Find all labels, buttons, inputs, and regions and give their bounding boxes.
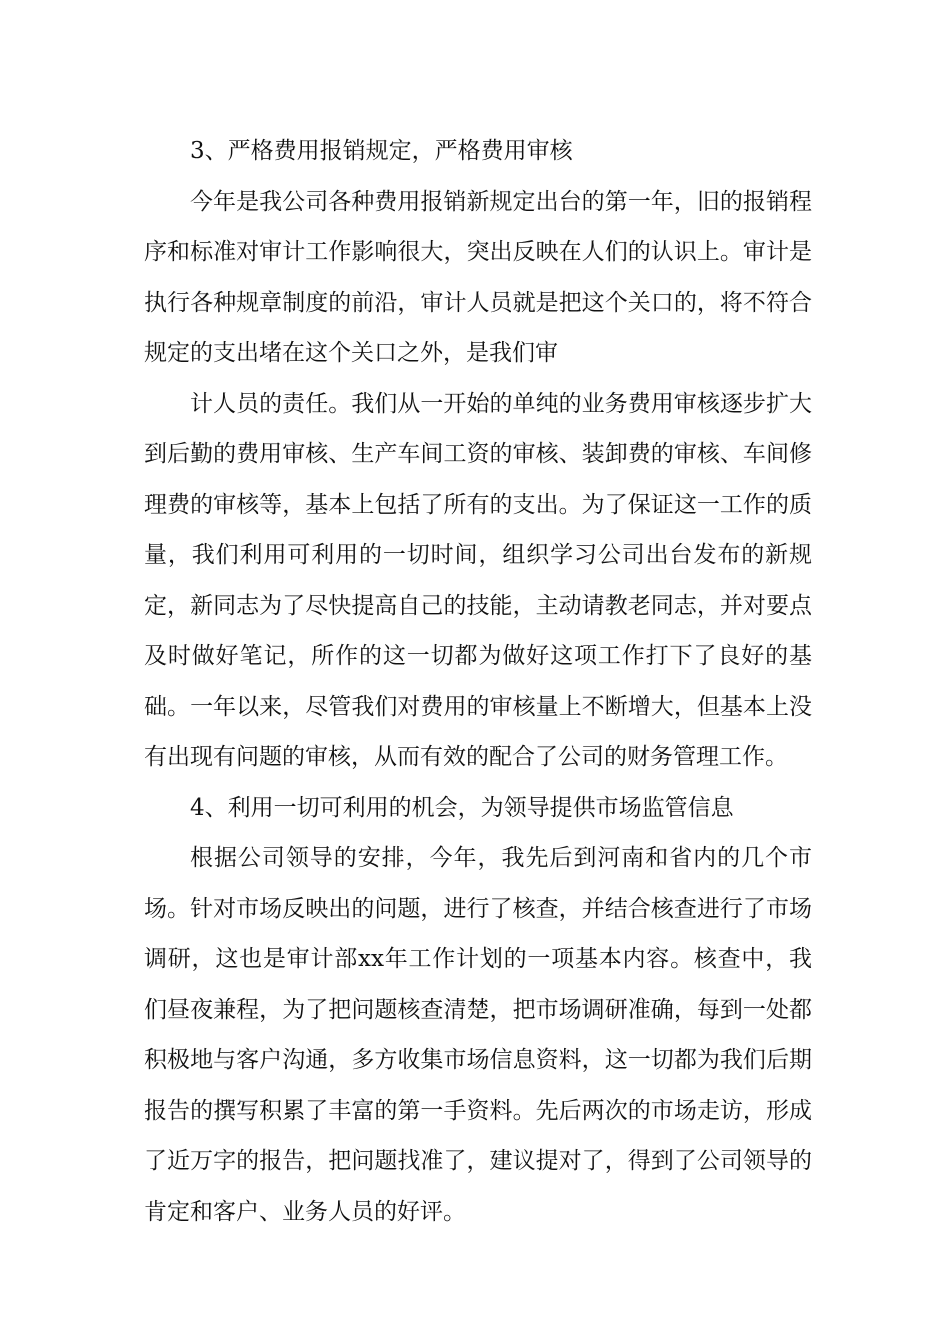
paragraph: 计人员的责任。我们从一开始的单纯的业务费用审核逐步扩大到后勤的费用审核、生产车间工资的审核、装卸费的审核、车间修理费的审核等，基本上包括了所有的支出。为了保证这一工作的质量，我们利用可利用的一切时间，组织学习公司出台发布的新规定，新同志为了尽快提高自己的技能，主动请教老同志，并对要点及时做好笔记，所作的这一切都为做好这项工作打下了良好的基础。一年以来，尽管我们对费用的审核量上不断增大，但基本上没有出现有问题的审核，从而有效的配合了公司的财务管理工作。 xyxy=(144,390,812,770)
section-heading-3: 3、严格费用报销规定，严格费用审核 xyxy=(190,138,573,164)
document-body xyxy=(144,126,812,1237)
section-heading-4: 4、利用一切可利用的机会，为领导提供市场监管信息 xyxy=(190,794,734,821)
paragraph: 根据公司领导的安排，今年，我先后到河南和省内的几个市场。针对市场反映出的问题，进行了核查，并结合核查进行了市场调研，这也是审计部xx年工作计划的一项基本内容。核查中，我们昼夜兼程，为了把问题核查清楚，把市场调研准确，每到一处都积极地与客户沟通，多方收集市场信息资料，这一切都为我们后期报告的撰写积累了丰富的第一手资料。先后两次的市场走访，形成了近万字的报告，把问题找准了，建议提对了，得到了公司领导的肯定和客户、业务人员的好评。 xyxy=(144,845,812,1225)
paragraph: 今年是我公司各种费用报销新规定出台的第一年，旧的报销程序和标准对审计工作影响很大，突出反映在人们的认识上。审计是执行各种规章制度的前沿，审计人员就是把这个关口的，将不符合规定的支出堵在这个关口之外，是我们审 xyxy=(144,188,812,366)
